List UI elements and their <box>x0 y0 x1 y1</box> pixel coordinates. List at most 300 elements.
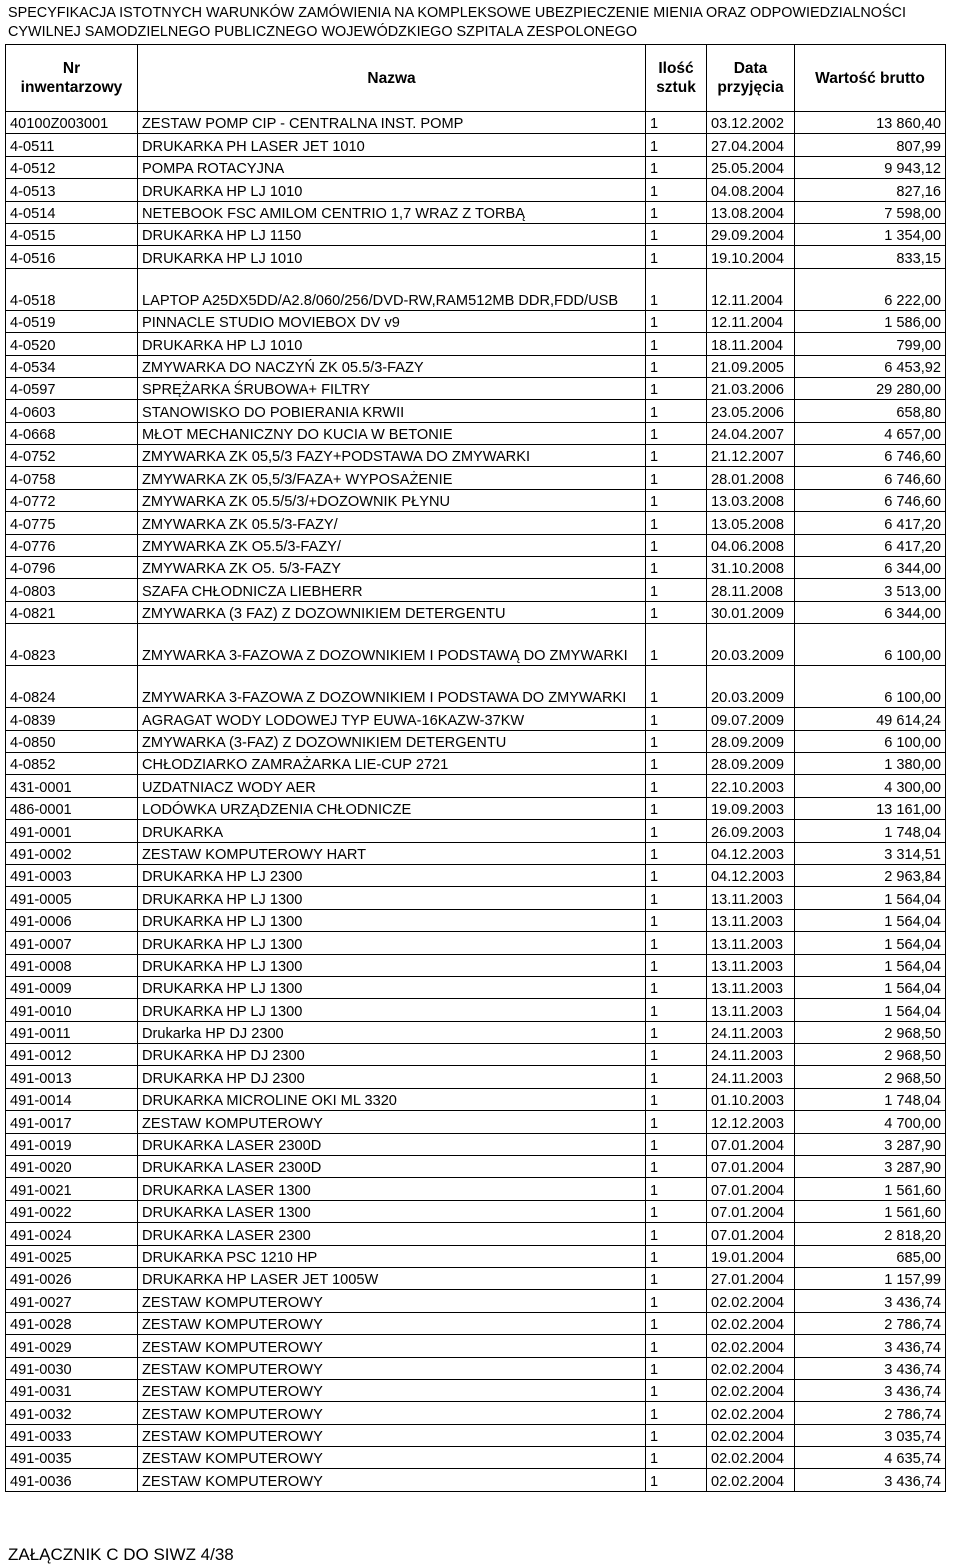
cell-data: 20.03.2009 <box>707 666 795 708</box>
table-row <box>6 1469 946 1491</box>
cell-nr: 431-0001 <box>6 775 138 797</box>
cell-wartosc: 3 436,74 <box>795 1379 946 1401</box>
cell-data: 28.01.2008 <box>707 467 795 489</box>
table-row <box>6 1021 946 1043</box>
cell-wartosc: 2 786,74 <box>795 1312 946 1334</box>
cell-nr: 491-0017 <box>6 1111 138 1133</box>
cell-wartosc: 1 564,04 <box>795 999 946 1021</box>
cell-nr: 4-0852 <box>6 752 138 774</box>
cell-wartosc: 6 100,00 <box>795 666 946 708</box>
cell-wartosc: 3 287,90 <box>795 1156 946 1178</box>
cell-wartosc: 6 344,00 <box>795 601 946 623</box>
cell-wartosc: 833,15 <box>795 246 946 268</box>
cell-nazwa: Drukarka HP DJ 2300 <box>138 1021 646 1043</box>
cell-nr: 4-0823 <box>6 624 138 666</box>
cell-data: 27.04.2004 <box>707 134 795 156</box>
cell-wartosc: 3 287,90 <box>795 1133 946 1155</box>
cell-wartosc: 2 786,74 <box>795 1402 946 1424</box>
cell-ilosc: 1 <box>646 1088 707 1110</box>
cell-nr: 4-0772 <box>6 489 138 511</box>
table-row <box>6 954 946 976</box>
column-header-wartosc: Wartość brutto <box>795 45 946 112</box>
cell-data: 12.11.2004 <box>707 310 795 332</box>
cell-wartosc: 3 035,74 <box>795 1424 946 1446</box>
cell-nazwa: DRUKARKA HP LJ 1300 <box>138 887 646 909</box>
table-row <box>6 1200 946 1222</box>
table-row <box>6 400 946 422</box>
cell-wartosc: 1 564,04 <box>795 954 946 976</box>
table-row <box>6 999 946 1021</box>
cell-data: 03.12.2002 <box>707 112 795 134</box>
cell-nazwa: ZMYWARKA ZK O5.5/3-FAZY/ <box>138 534 646 556</box>
cell-nr: 4-0803 <box>6 579 138 601</box>
cell-ilosc: 1 <box>646 887 707 909</box>
cell-wartosc: 3 314,51 <box>795 842 946 864</box>
column-header-nr-line2: inwentarzowy <box>20 79 123 96</box>
column-header-data <box>707 45 795 112</box>
cell-nr: 40100Z003001 <box>6 112 138 134</box>
cell-ilosc: 1 <box>646 489 707 511</box>
cell-nr: 491-0026 <box>6 1267 138 1289</box>
cell-ilosc: 1 <box>646 179 707 201</box>
cell-ilosc: 1 <box>646 1379 707 1401</box>
cell-nazwa: DRUKARKA HP LJ 1300 <box>138 976 646 998</box>
table-row <box>6 134 946 156</box>
table-row <box>6 887 946 909</box>
page-footer: ZAŁĄCZNIK C DO SIWZ 4/38 <box>8 1545 234 1564</box>
table-row <box>6 1156 946 1178</box>
cell-data: 13.11.2003 <box>707 999 795 1021</box>
cell-nazwa: MŁOT MECHANICZNY DO KUCIA W BETONIE <box>138 422 646 444</box>
cell-nazwa: DRUKARKA HP LASER JET 1005W <box>138 1267 646 1289</box>
table-row <box>6 333 946 355</box>
cell-ilosc: 1 <box>646 201 707 223</box>
cell-ilosc: 1 <box>646 579 707 601</box>
cell-nazwa: ZESTAW KOMPUTEROWY <box>138 1111 646 1133</box>
cell-wartosc: 2 968,50 <box>795 1021 946 1043</box>
cell-ilosc: 1 <box>646 1267 707 1289</box>
cell-nr: 4-0519 <box>6 310 138 332</box>
cell-nazwa: DRUKARKA LASER 2300D <box>138 1133 646 1155</box>
cell-ilosc: 1 <box>646 1357 707 1379</box>
cell-nazwa: NETEBOOK FSC AMILOM CENTRIO 1,7 WRAZ Z TORBĄ <box>138 201 646 223</box>
table-row <box>6 512 946 534</box>
cell-nazwa: ZESTAW KOMPUTEROWY <box>138 1312 646 1334</box>
cell-ilosc: 1 <box>646 333 707 355</box>
cell-wartosc: 1 564,04 <box>795 887 946 909</box>
cell-nazwa: ZMYWARKA ZK 05,5/3/FAZA+ WYPOSAŻENIE <box>138 467 646 489</box>
cell-ilosc: 1 <box>646 1200 707 1222</box>
cell-wartosc: 7 598,00 <box>795 201 946 223</box>
cell-ilosc: 1 <box>646 708 707 730</box>
cell-nr: 491-0036 <box>6 1469 138 1491</box>
cell-nazwa: DRUKARKA HP DJ 2300 <box>138 1066 646 1088</box>
cell-nr: 491-0014 <box>6 1088 138 1110</box>
cell-wartosc: 2 968,50 <box>795 1044 946 1066</box>
cell-wartosc: 3 436,74 <box>795 1357 946 1379</box>
cell-wartosc: 4 635,74 <box>795 1447 946 1469</box>
table-row <box>6 864 946 886</box>
cell-ilosc: 1 <box>646 864 707 886</box>
cell-ilosc: 1 <box>646 752 707 774</box>
cell-nazwa: LAPTOP A25DX5DD/A2.8/060/256/DVD-RW,RAM512MB DDR,FDD/USB <box>138 268 646 310</box>
table-row <box>6 1424 946 1446</box>
cell-nazwa: ZMYWARKA 3-FAZOWA Z DOZOWNIKIEM I PODSTAWĄ DO ZMYWARKI <box>138 624 646 666</box>
cell-nr: 491-0019 <box>6 1133 138 1155</box>
cell-ilosc: 1 <box>646 1424 707 1446</box>
cell-nr: 491-0027 <box>6 1290 138 1312</box>
table-row <box>6 1088 946 1110</box>
cell-data: 02.02.2004 <box>707 1447 795 1469</box>
cell-wartosc: 3 513,00 <box>795 579 946 601</box>
table-row <box>6 909 946 931</box>
cell-wartosc: 3 436,74 <box>795 1290 946 1312</box>
cell-nazwa: DRUKARKA LASER 1300 <box>138 1178 646 1200</box>
cell-data: 20.03.2009 <box>707 624 795 666</box>
cell-wartosc: 6 746,60 <box>795 445 946 467</box>
table-row <box>6 1245 946 1267</box>
table-row <box>6 1044 946 1066</box>
table-row <box>6 976 946 998</box>
cell-wartosc: 1 380,00 <box>795 752 946 774</box>
column-header-nr-line1: Nr <box>62 60 81 77</box>
cell-wartosc: 6 417,20 <box>795 534 946 556</box>
cell-data: 28.09.2009 <box>707 730 795 752</box>
table-row <box>6 355 946 377</box>
cell-nr: 4-0839 <box>6 708 138 730</box>
cell-nr: 4-0512 <box>6 156 138 178</box>
cell-nr: 4-0821 <box>6 601 138 623</box>
cell-nr: 4-0775 <box>6 512 138 534</box>
cell-ilosc: 1 <box>646 909 707 931</box>
table-row <box>6 842 946 864</box>
table-row <box>6 1402 946 1424</box>
document-header <box>8 4 960 41</box>
cell-data: 21.12.2007 <box>707 445 795 467</box>
cell-ilosc: 1 <box>646 954 707 976</box>
cell-ilosc: 1 <box>646 1178 707 1200</box>
cell-data: 04.06.2008 <box>707 534 795 556</box>
cell-data: 01.10.2003 <box>707 1088 795 1110</box>
table-row <box>6 797 946 819</box>
cell-nazwa: ZMYWARKA ZK 05,5/3 FAZY+PODSTAWA DO ZMYWARKI <box>138 445 646 467</box>
table-row <box>6 557 946 579</box>
column-header-data-line1: Data <box>733 60 768 77</box>
cell-nazwa: AGRAGAT WODY LODOWEJ TYP EUWA-16KAZW-37KW <box>138 708 646 730</box>
cell-data: 28.11.2008 <box>707 579 795 601</box>
cell-ilosc: 1 <box>646 820 707 842</box>
table-row <box>6 310 946 332</box>
cell-ilosc: 1 <box>646 1335 707 1357</box>
cell-nazwa: DRUKARKA HP LJ 1300 <box>138 999 646 1021</box>
cell-nazwa: CHŁODZIARKO ZAMRAŻARKA LIE-CUP 2721 <box>138 752 646 774</box>
cell-data: 23.05.2006 <box>707 400 795 422</box>
cell-nr: 491-0028 <box>6 1312 138 1334</box>
cell-ilosc: 1 <box>646 445 707 467</box>
cell-wartosc: 2 963,84 <box>795 864 946 886</box>
cell-data: 07.01.2004 <box>707 1133 795 1155</box>
cell-nr: 4-0518 <box>6 268 138 310</box>
cell-nr: 4-0758 <box>6 467 138 489</box>
cell-nazwa: DRUKARKA HP DJ 2300 <box>138 1044 646 1066</box>
cell-ilosc: 1 <box>646 223 707 245</box>
cell-wartosc: 1 564,04 <box>795 976 946 998</box>
table-row <box>6 1357 946 1379</box>
cell-nr: 491-0002 <box>6 842 138 864</box>
cell-nazwa: ZMYWARKA ZK O5. 5/3-FAZY <box>138 557 646 579</box>
cell-nazwa: DRUKARKA HP LJ 2300 <box>138 864 646 886</box>
cell-ilosc: 1 <box>646 842 707 864</box>
table-row <box>6 1267 946 1289</box>
cell-data: 25.05.2004 <box>707 156 795 178</box>
table-row <box>6 156 946 178</box>
cell-data: 24.11.2003 <box>707 1066 795 1088</box>
cell-nazwa: DRUKARKA MICROLINE OKI ML 3320 <box>138 1088 646 1110</box>
cell-nazwa: SZAFA CHŁODNICZA LIEBHERR <box>138 579 646 601</box>
cell-data: 28.09.2009 <box>707 752 795 774</box>
table-row <box>6 179 946 201</box>
table-header-row <box>6 45 946 112</box>
table-row <box>6 534 946 556</box>
table-row <box>6 1335 946 1357</box>
table-row <box>6 422 946 444</box>
cell-nr: 491-0012 <box>6 1044 138 1066</box>
cell-data: 13.05.2008 <box>707 512 795 534</box>
inventory-table <box>5 44 946 1492</box>
cell-wartosc: 1 157,99 <box>795 1267 946 1289</box>
cell-ilosc: 1 <box>646 775 707 797</box>
cell-nazwa: ZESTAW KOMPUTEROWY <box>138 1357 646 1379</box>
cell-nazwa: UZDATNIACZ WODY AER <box>138 775 646 797</box>
cell-data: 07.01.2004 <box>707 1223 795 1245</box>
cell-nazwa: DRUKARKA HP LJ 1300 <box>138 954 646 976</box>
cell-ilosc: 1 <box>646 1066 707 1088</box>
cell-data: 09.07.2009 <box>707 708 795 730</box>
cell-ilosc: 1 <box>646 268 707 310</box>
cell-nazwa: DRUKARKA LASER 2300 <box>138 1223 646 1245</box>
cell-nazwa: DRUKARKA HP LJ 1010 <box>138 179 646 201</box>
cell-wartosc: 4 657,00 <box>795 422 946 444</box>
cell-nazwa: ZMYWARKA DO NACZYŃ ZK 05.5/3-FAZY <box>138 355 646 377</box>
table-row <box>6 1312 946 1334</box>
cell-data: 31.10.2008 <box>707 557 795 579</box>
cell-nazwa: ZMYWARKA (3-FAZ) Z DOZOWNIKIEM DETERGENTU <box>138 730 646 752</box>
cell-nazwa: DRUKARKA HP LJ 1300 <box>138 932 646 954</box>
cell-nazwa: ZMYWARKA 3-FAZOWA Z DOZOWNIKIEM I PODSTAWA DO ZMYWARKI <box>138 666 646 708</box>
table-row <box>6 579 946 601</box>
cell-wartosc: 9 943,12 <box>795 156 946 178</box>
column-header-ilosc-line1: Ilość <box>658 60 694 77</box>
cell-ilosc: 1 <box>646 624 707 666</box>
cell-data: 29.09.2004 <box>707 223 795 245</box>
cell-data: 19.01.2004 <box>707 1245 795 1267</box>
cell-nr: 491-0033 <box>6 1424 138 1446</box>
cell-wartosc: 13 860,40 <box>795 112 946 134</box>
cell-data: 13.11.2003 <box>707 887 795 909</box>
table-row <box>6 1223 946 1245</box>
cell-data: 02.02.2004 <box>707 1402 795 1424</box>
cell-nr: 4-0850 <box>6 730 138 752</box>
table-row <box>6 1447 946 1469</box>
cell-data: 04.12.2003 <box>707 842 795 864</box>
cell-nazwa: ZMYWARKA ZK 05.5/3-FAZY/ <box>138 512 646 534</box>
column-header-nazwa: Nazwa <box>138 45 646 112</box>
cell-data: 26.09.2003 <box>707 820 795 842</box>
cell-nazwa: ZESTAW KOMPUTEROWY <box>138 1447 646 1469</box>
cell-nr: 491-0030 <box>6 1357 138 1379</box>
cell-nr: 491-0007 <box>6 932 138 954</box>
cell-nr: 491-0031 <box>6 1379 138 1401</box>
cell-nr: 491-0008 <box>6 954 138 976</box>
cell-nr: 4-0776 <box>6 534 138 556</box>
cell-data: 04.12.2003 <box>707 864 795 886</box>
cell-nr: 4-0514 <box>6 201 138 223</box>
cell-data: 07.01.2004 <box>707 1200 795 1222</box>
cell-nr: 4-0597 <box>6 377 138 399</box>
table-row <box>6 1133 946 1155</box>
cell-ilosc: 1 <box>646 1402 707 1424</box>
cell-wartosc: 29 280,00 <box>795 377 946 399</box>
cell-nr: 491-0025 <box>6 1245 138 1267</box>
cell-data: 13.08.2004 <box>707 201 795 223</box>
cell-nr: 491-0035 <box>6 1447 138 1469</box>
cell-nazwa: POMPA ROTACYJNA <box>138 156 646 178</box>
cell-ilosc: 1 <box>646 1133 707 1155</box>
cell-nr: 491-0010 <box>6 999 138 1021</box>
cell-nr: 4-0796 <box>6 557 138 579</box>
cell-nazwa: ZMYWARKA ZK 05.5/5/3/+DOZOWNIK PŁYNU <box>138 489 646 511</box>
table-row <box>6 445 946 467</box>
cell-ilosc: 1 <box>646 156 707 178</box>
cell-nazwa: ZESTAW KOMPUTEROWY HART <box>138 842 646 864</box>
cell-data: 13.11.2003 <box>707 954 795 976</box>
cell-ilosc: 1 <box>646 1245 707 1267</box>
cell-data: 24.11.2003 <box>707 1044 795 1066</box>
cell-data: 02.02.2004 <box>707 1469 795 1491</box>
table-row <box>6 624 946 666</box>
cell-nazwa: ZESTAW KOMPUTEROWY <box>138 1469 646 1491</box>
cell-ilosc: 1 <box>646 534 707 556</box>
cell-nazwa: ZESTAW KOMPUTEROWY <box>138 1424 646 1446</box>
cell-nr: 491-0029 <box>6 1335 138 1357</box>
cell-wartosc: 13 161,00 <box>795 797 946 819</box>
cell-ilosc: 1 <box>646 1290 707 1312</box>
cell-ilosc: 1 <box>646 1312 707 1334</box>
cell-data: 19.09.2003 <box>707 797 795 819</box>
cell-data: 04.08.2004 <box>707 179 795 201</box>
cell-nr: 4-0752 <box>6 445 138 467</box>
cell-nr: 491-0009 <box>6 976 138 998</box>
cell-nazwa: DRUKARKA LASER 1300 <box>138 1200 646 1222</box>
table-row <box>6 201 946 223</box>
table-row <box>6 666 946 708</box>
cell-data: 19.10.2004 <box>707 246 795 268</box>
cell-data: 02.02.2004 <box>707 1290 795 1312</box>
cell-data: 30.01.2009 <box>707 601 795 623</box>
cell-data: 02.02.2004 <box>707 1379 795 1401</box>
cell-data: 12.12.2003 <box>707 1111 795 1133</box>
cell-nazwa: DRUKARKA HP LJ 1300 <box>138 909 646 931</box>
table-row <box>6 223 946 245</box>
cell-ilosc: 1 <box>646 1469 707 1491</box>
cell-nr: 4-0534 <box>6 355 138 377</box>
cell-data: 24.04.2007 <box>707 422 795 444</box>
cell-nazwa: ZESTAW KOMPUTEROWY <box>138 1402 646 1424</box>
column-header-ilosc <box>646 45 707 112</box>
cell-nr: 491-0001 <box>6 820 138 842</box>
cell-ilosc: 1 <box>646 400 707 422</box>
cell-nazwa: SPRĘŻARKA ŚRUBOWA+ FILTRY <box>138 377 646 399</box>
cell-ilosc: 1 <box>646 730 707 752</box>
cell-ilosc: 1 <box>646 1223 707 1245</box>
cell-ilosc: 1 <box>646 1111 707 1133</box>
table-row <box>6 268 946 310</box>
table-row <box>6 752 946 774</box>
cell-data: 02.02.2004 <box>707 1424 795 1446</box>
cell-wartosc: 807,99 <box>795 134 946 156</box>
cell-ilosc: 1 <box>646 467 707 489</box>
cell-ilosc: 1 <box>646 1044 707 1066</box>
cell-ilosc: 1 <box>646 355 707 377</box>
header-line-2: CYWILNEJ SAMODZIELNEGO PUBLICZNEGO WOJEWÓDZKIEGO SZPITALA ZESPOLONEGO <box>8 23 638 40</box>
cell-nr: 491-0005 <box>6 887 138 909</box>
table-row <box>6 489 946 511</box>
cell-wartosc: 2 818,20 <box>795 1223 946 1245</box>
cell-nr: 491-0013 <box>6 1066 138 1088</box>
cell-nazwa: ZESTAW KOMPUTEROWY <box>138 1335 646 1357</box>
cell-wartosc: 6 100,00 <box>795 624 946 666</box>
table-row <box>6 708 946 730</box>
cell-nr: 4-0516 <box>6 246 138 268</box>
table-row <box>6 467 946 489</box>
table-row <box>6 1290 946 1312</box>
cell-wartosc: 1 748,04 <box>795 1088 946 1110</box>
cell-wartosc: 1 354,00 <box>795 223 946 245</box>
cell-data: 12.11.2004 <box>707 268 795 310</box>
cell-nazwa: DRUKARKA HP LJ 1010 <box>138 333 646 355</box>
cell-ilosc: 1 <box>646 976 707 998</box>
cell-wartosc: 1 564,04 <box>795 932 946 954</box>
cell-nazwa: PINNACLE STUDIO MOVIEBOX DV v9 <box>138 310 646 332</box>
cell-ilosc: 1 <box>646 512 707 534</box>
cell-wartosc: 6 417,20 <box>795 512 946 534</box>
cell-nazwa: DRUKARKA HP LJ 1150 <box>138 223 646 245</box>
cell-nr: 491-0011 <box>6 1021 138 1043</box>
cell-data: 27.01.2004 <box>707 1267 795 1289</box>
cell-wartosc: 3 436,74 <box>795 1469 946 1491</box>
cell-ilosc: 1 <box>646 422 707 444</box>
header-line-1: SPECYFIKACJA ISTOTNYCH WARUNKÓW ZAMÓWIENIA NA KOMPLEKSOWE UBEZPIECZENIE MIENIA ORAZ ODPOWIEDZIALNOŚCI <box>8 5 906 21</box>
cell-nazwa: ZMYWARKA (3 FAZ) Z DOZOWNIKIEM DETERGENTU <box>138 601 646 623</box>
cell-nr: 491-0022 <box>6 1200 138 1222</box>
cell-nr: 4-0603 <box>6 400 138 422</box>
cell-data: 21.09.2005 <box>707 355 795 377</box>
cell-data: 02.02.2004 <box>707 1335 795 1357</box>
cell-ilosc: 1 <box>646 666 707 708</box>
cell-data: 02.02.2004 <box>707 1357 795 1379</box>
cell-wartosc: 3 436,74 <box>795 1335 946 1357</box>
cell-data: 24.11.2003 <box>707 1021 795 1043</box>
cell-ilosc: 1 <box>646 377 707 399</box>
cell-nazwa: DRUKARKA PH LASER JET 1010 <box>138 134 646 156</box>
table-row <box>6 1379 946 1401</box>
cell-data: 18.11.2004 <box>707 333 795 355</box>
cell-nr: 491-0024 <box>6 1223 138 1245</box>
cell-ilosc: 1 <box>646 246 707 268</box>
table-body <box>6 112 946 1492</box>
cell-ilosc: 1 <box>646 1156 707 1178</box>
cell-nr: 4-0515 <box>6 223 138 245</box>
